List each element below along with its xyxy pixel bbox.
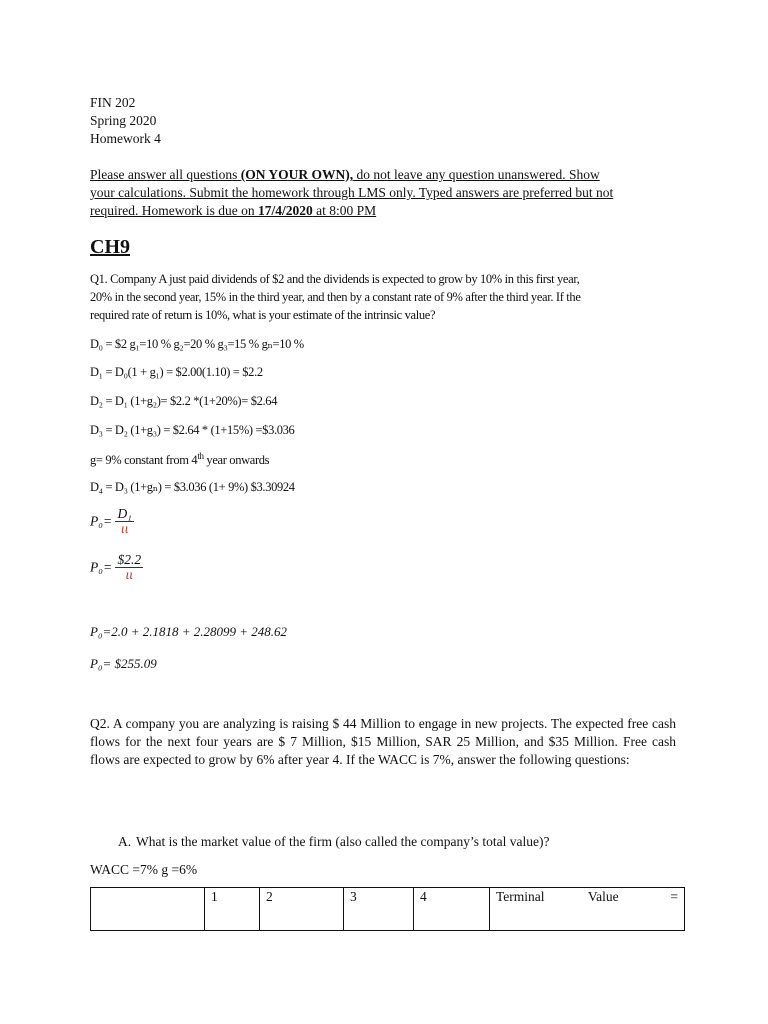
q1-p0-formula-1 bbox=[90, 507, 134, 536]
q2-part-a-text: What is the market value of the firm (also called the company’s total value)? bbox=[136, 834, 550, 849]
chapter-heading: CH9 bbox=[90, 236, 130, 258]
instructions-line-3 bbox=[90, 202, 376, 220]
fraction-denominator: ιι bbox=[120, 521, 129, 536]
q1-d4: D₄ = D₃ (1+gₙ) = $3.036 (1+ 9%) $3.30924 bbox=[90, 480, 295, 494]
q1-givens: D₀ = $2 g₁=10 % g₂=20 % g₃=15 % gₙ=10 % bbox=[90, 337, 304, 351]
p0-label: P₀= bbox=[90, 513, 113, 529]
growth-note-superscript: th bbox=[197, 451, 204, 461]
q1-text-line-2: 20% in the second year, 15% in the third year, and then by a constant rate of 9% after the third year. If the bbox=[90, 290, 581, 304]
q1-text-line-1: Q1. Company A just paid dividends of $2 and the dividends is expected to grow by 10% in this first year, bbox=[90, 272, 580, 286]
instructions-text: at 8:00 PM bbox=[312, 203, 377, 218]
instructions-line-2: your calculations. Submit the homework through LMS only. Typed answers are preferred but not bbox=[90, 185, 614, 200]
q1-p0-sum: P₀=2.0 + 2.1818 + 2.28099 + 248.62 bbox=[90, 624, 288, 639]
q1-d3: D₃ = D₂ (1+g₃) = $2.64 * (1+15%) =$3.036 bbox=[90, 423, 295, 437]
fraction-denominator: ιι bbox=[125, 567, 133, 582]
q1-growth-note bbox=[90, 451, 269, 468]
value-label: Value bbox=[587, 889, 619, 904]
q2-wacc-line: WACC =7% g =6% bbox=[90, 862, 198, 877]
instructions-text: Please answer all questions bbox=[90, 167, 241, 182]
terminal-label: Terminal bbox=[496, 889, 545, 904]
q1-d1: D₁ = D₀(1 + g₁) = $2.00(1.10) = $2.2 bbox=[90, 365, 263, 379]
cash-flow-table bbox=[90, 887, 685, 931]
table-row bbox=[91, 888, 685, 931]
term: Spring 2020 bbox=[90, 113, 157, 128]
instructions-emphasis: (ON YOUR OWN), bbox=[240, 167, 354, 182]
q1-text-line-3: required rate of return is 10%, what is your estimate of the intrinsic value? bbox=[90, 308, 436, 322]
due-date: 17/4/2020 bbox=[257, 203, 313, 218]
fraction bbox=[115, 507, 133, 536]
assignment-title: Homework 4 bbox=[90, 131, 161, 146]
table-cell: 4 bbox=[414, 888, 490, 931]
table-cell: 3 bbox=[344, 888, 414, 931]
q1-p0-formula-2 bbox=[90, 553, 143, 582]
table-cell: 2 bbox=[260, 888, 344, 931]
instructions-line-1 bbox=[90, 166, 600, 184]
growth-note-text: g= 9% constant from 4 bbox=[90, 453, 198, 468]
p0-label: P₀= bbox=[90, 559, 113, 575]
q1-d2: D₂ = D₁ (1+g₂)= $2.2 *(1+20%)= $2.64 bbox=[90, 394, 278, 408]
fraction-numerator: $2.2 bbox=[117, 552, 142, 567]
fraction-numerator: D₁ bbox=[117, 506, 132, 521]
course-code: FIN 202 bbox=[90, 95, 136, 110]
instructions-text: do not leave any question unanswered. Show bbox=[353, 167, 600, 182]
equals-sign: = bbox=[670, 889, 678, 904]
q1-p0-result: P₀= $255.09 bbox=[90, 656, 157, 671]
fraction bbox=[115, 553, 143, 582]
table-cell bbox=[91, 888, 205, 931]
growth-note-text: year onwards bbox=[203, 453, 270, 468]
instructions-text: required. Homework is due on bbox=[90, 203, 258, 218]
q2-part-a-label: A. bbox=[118, 834, 132, 849]
q2-text: Q2. A company you are analyzing is raising $ 44 Million to engage in new projects. The expected free cash flows for the next four years are $ 7 Million, $15 Million, SAR 25 Million, and $35 Million. Free cash flows are expected to grow by 6% after year 4. If the WACC is 7%, answer the following questions: bbox=[90, 716, 676, 767]
table-cell-terminal-value bbox=[490, 888, 685, 931]
table-cell: 1 bbox=[205, 888, 260, 931]
